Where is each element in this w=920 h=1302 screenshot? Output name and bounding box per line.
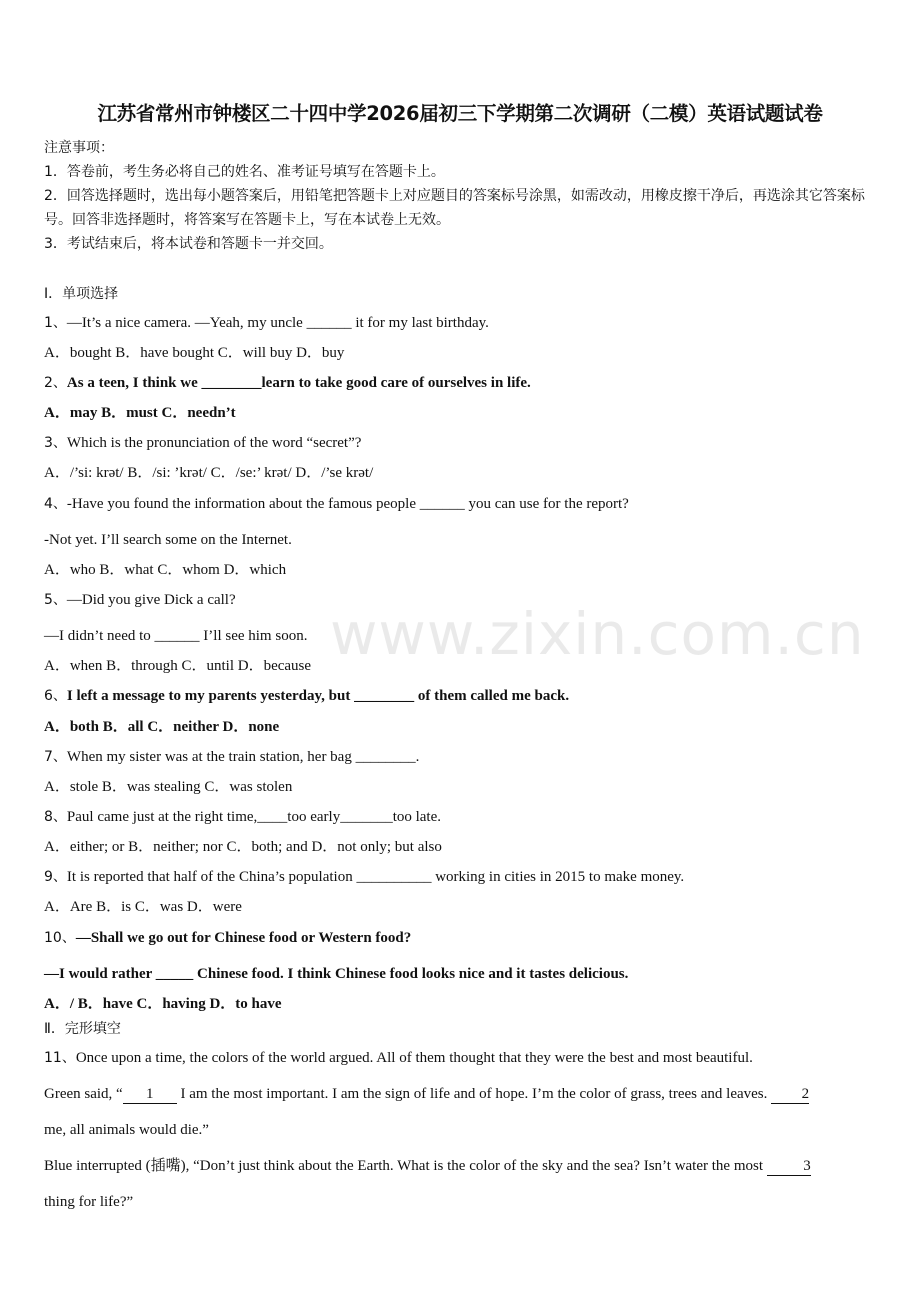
question-number: 5、 xyxy=(44,592,67,608)
question-4 xyxy=(44,494,629,514)
question-3 xyxy=(44,433,361,453)
question-number: 11、 xyxy=(44,1050,76,1066)
passage-text: Blue interrupted (插嘴), “Don’t just think about the Earth. What is the color of the sky and the sea? Isn’t water the most xyxy=(44,1158,767,1174)
cloze-blank-2: 2 xyxy=(771,1086,809,1104)
question-stem: I left a message to my parents yesterday, but ________ of them called me back. xyxy=(66,688,570,704)
passage-line-3: me, all animals would die.” xyxy=(44,1122,209,1138)
question-1 xyxy=(44,313,489,333)
question-5-options: A．when B．through C．until D．because xyxy=(44,658,312,674)
question-stem: Which is the pronunciation of the word “secret”? xyxy=(66,435,362,451)
question-stem: —Shall we go out for Chinese food or Western food? xyxy=(75,930,412,946)
question-5 xyxy=(44,590,236,610)
question-6 xyxy=(44,686,569,706)
exam-title: 江苏省常州市钟楼区二十四中学2026届初三下学期第二次调研（二模）英语试题试卷 xyxy=(97,102,823,125)
question-4-reply: -Not yet. I’ll search some on the Internet. xyxy=(44,532,292,548)
passage-line-2 xyxy=(44,1084,809,1104)
question-stem: It is reported that half of the China’s population __________ working in cities in 2015 to make money. xyxy=(66,869,685,885)
question-number: 3、 xyxy=(44,435,67,451)
question-8-options: A．either; or B．neither; nor C．both; and D．not only; but also xyxy=(44,839,442,855)
question-number: 9、 xyxy=(44,869,67,885)
question-2 xyxy=(44,373,531,393)
question-10-reply: —I would rather _____ Chinese food. I think Chinese food looks nice and it tastes delicious. xyxy=(44,966,629,982)
question-number: 2、 xyxy=(44,375,67,391)
question-2-options: A．may B．must C．needn’t xyxy=(44,405,236,421)
section-1-heading: Ⅰ．单项选择 xyxy=(44,286,119,302)
question-number: 7、 xyxy=(44,749,67,765)
question-6-options: A．both B．all C．neither D．none xyxy=(44,719,280,735)
question-3-options: A．/’si: krət/ B．/si: ’krət/ C．/se:’ krət/ D．/’se krət/ xyxy=(44,465,374,481)
watermark: www.zixin.com.cn xyxy=(330,600,865,668)
question-5-reply: —I didn’t need to ______ I’ll see him soon. xyxy=(44,628,308,644)
question-10-options: A．/ B．have C．having D．to have xyxy=(44,996,282,1012)
question-stem: —It’s a nice camera. —Yeah, my uncle ______ it for my last birthday. xyxy=(66,315,489,331)
question-4-options: A．who B．what C．whom D．which xyxy=(44,562,287,578)
passage-line-5: thing for life?” xyxy=(44,1194,134,1210)
passage-line-1 xyxy=(44,1048,753,1068)
question-stem: Paul came just at the right time,____too early_______too late. xyxy=(66,809,442,825)
note-2: 2．回答选择题时，选出每小题答案后，用铅笔把答题卡上对应题目的答案标号涂黑，如需改动，用橡皮擦干净后，再选涂其它答案标号。回答非选择题时，将答案写在答题卡上，写在本试卷上无效。 xyxy=(44,188,865,228)
notes-heading: 注意事项： xyxy=(44,140,114,156)
question-10 xyxy=(44,928,411,948)
question-number: 6、 xyxy=(44,688,67,704)
question-8 xyxy=(44,807,441,827)
question-1-options: A．bought B．have bought C．will buy D．buy xyxy=(44,345,345,361)
question-number: 4、 xyxy=(44,496,67,512)
question-stem: -Have you found the information about the famous people ______ you can use for the report? xyxy=(66,496,629,512)
section-2-heading: Ⅱ．完形填空 xyxy=(44,1021,121,1037)
question-number: 10、 xyxy=(44,930,76,946)
passage-line-4 xyxy=(44,1156,811,1176)
question-7-options: A．stole B．was stealing C．was stolen xyxy=(44,779,293,795)
question-9-options: A．Are B．is C．was D．were xyxy=(44,899,242,915)
question-stem: As a teen, I think we ________learn to take good care of ourselves in life. xyxy=(66,375,531,391)
note-3: 3．考试结束后，将本试卷和答题卡一并交回。 xyxy=(44,236,333,252)
question-stem: —Did you give Dick a call? xyxy=(66,592,236,608)
passage-text: I am the most important. I am the sign of life and of hope. I’m the color of grass, trees and leaves. xyxy=(176,1086,772,1102)
cloze-blank-3: 3 xyxy=(767,1158,811,1176)
question-number: 1、 xyxy=(44,315,67,331)
note-1: 1．答卷前，考生务必将自己的姓名、准考证号填写在答题卡上。 xyxy=(44,164,445,180)
question-9 xyxy=(44,867,684,887)
question-7 xyxy=(44,747,419,767)
question-stem: When my sister was at the train station, her bag ________. xyxy=(66,749,420,765)
passage-text: Green said, “ xyxy=(44,1086,123,1102)
cloze-blank-1: 1 xyxy=(123,1086,177,1104)
passage-text: Once upon a time, the colors of the world argued. All of them thought that they were the best and most beautiful. xyxy=(75,1050,753,1066)
question-number: 8、 xyxy=(44,809,67,825)
